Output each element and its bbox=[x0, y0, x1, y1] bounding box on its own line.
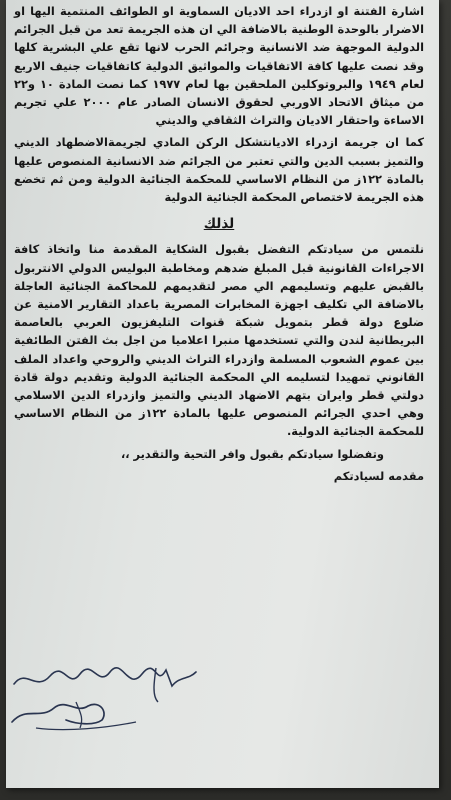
paragraph-1: اشارة الفتنة او ازدراء احد الاديان السماوية او الطوائف المنتمية اليها او الاضرار بالوحدة الوطنية بالاضافة الي ان هذه الجريمة تعد من قبل الجرائم الدولية الموجهة ضد الانسانية وجرائم الحرب لانها تقع علي البشرية كلها وقد نصت عليها كافة الاتفاقيات والمواثيق الدولية كاتفاقيات جنيف الاربع لعام ١٩٤٩ والبروتوكلين الملحقين بها لعام ١٩٧٧ كما نصت المادة ١٠ و٢٢ من ميثاق الاتحاد الاوربي لحقوق الانسان الصادر عام ٢٠٠٠ علي تجريم الاساءة واحتقار الاديان والتراث الثقافي والديني bbox=[14, 4, 425, 128]
handwritten-signatures bbox=[6, 662, 206, 742]
closing-line: وتفضلوا سيادتكم بقبول وافر التحية والتقدير ،، bbox=[120, 446, 384, 461]
paragraph-2: كما ان جريمة ازدراء الاديانتشكل الركن المادي لجريمةالاضطهاد الديني والتميز بسبب الدين والتي تعتبر من الجرائم ضد الانسانية المنصوص عليها بالمادة ١٢٢ز من النظام الاساسي للمحكمة الجنائية الدولية ومن ثم تخضع هذه الجريمة لاختصاص المحكمة الجنائية الدولية bbox=[14, 135, 425, 205]
submitted-by: مقدمه لسيادتكم bbox=[333, 468, 424, 483]
document-body bbox=[14, 2, 424, 485]
document-page bbox=[6, 0, 439, 788]
heading-therefore: لذلك bbox=[203, 216, 235, 233]
paragraph-3: نلتمس من سيادتكم التفضل بقبول الشكاية المقدمة منا واتخاذ كافة الاجراءات القانونية قبل المبلغ ضدهم ومخاطبة البوليس الدولي الانتربول بالقبض عليهم وتسليمهم الي مصر لتقديمهم للمحاكمة الجنائية العاجلة بالاضافة الي تكليف اجهزة المخابرات المصرية باعداد التقارير الامنية عن ضلوع دولة قطر بتمويل شبكة قنوات التليفزيون العربي بالعاصمة البريطانية لندن والتي تستخدمها منبرا اعلاميا من اجل بث الفتن الطائفية بين عموم الشعوب المسلمة وازدراء التراث الديني والروحي واعداد الملف القانوني تمهيدا لتسليمه الي المحكمة الجنائية الدولية وتقديم دولة قادة دولتي قطر وايران بتهم الاضهاد الديني والتميز وازدراء الدين الاسلامي وهي احدي الجرائم المنصوص عليها بالمادة ١٢٢ز من النظام الاساسي للمحكمة الجنائية الدولية. bbox=[14, 242, 424, 439]
